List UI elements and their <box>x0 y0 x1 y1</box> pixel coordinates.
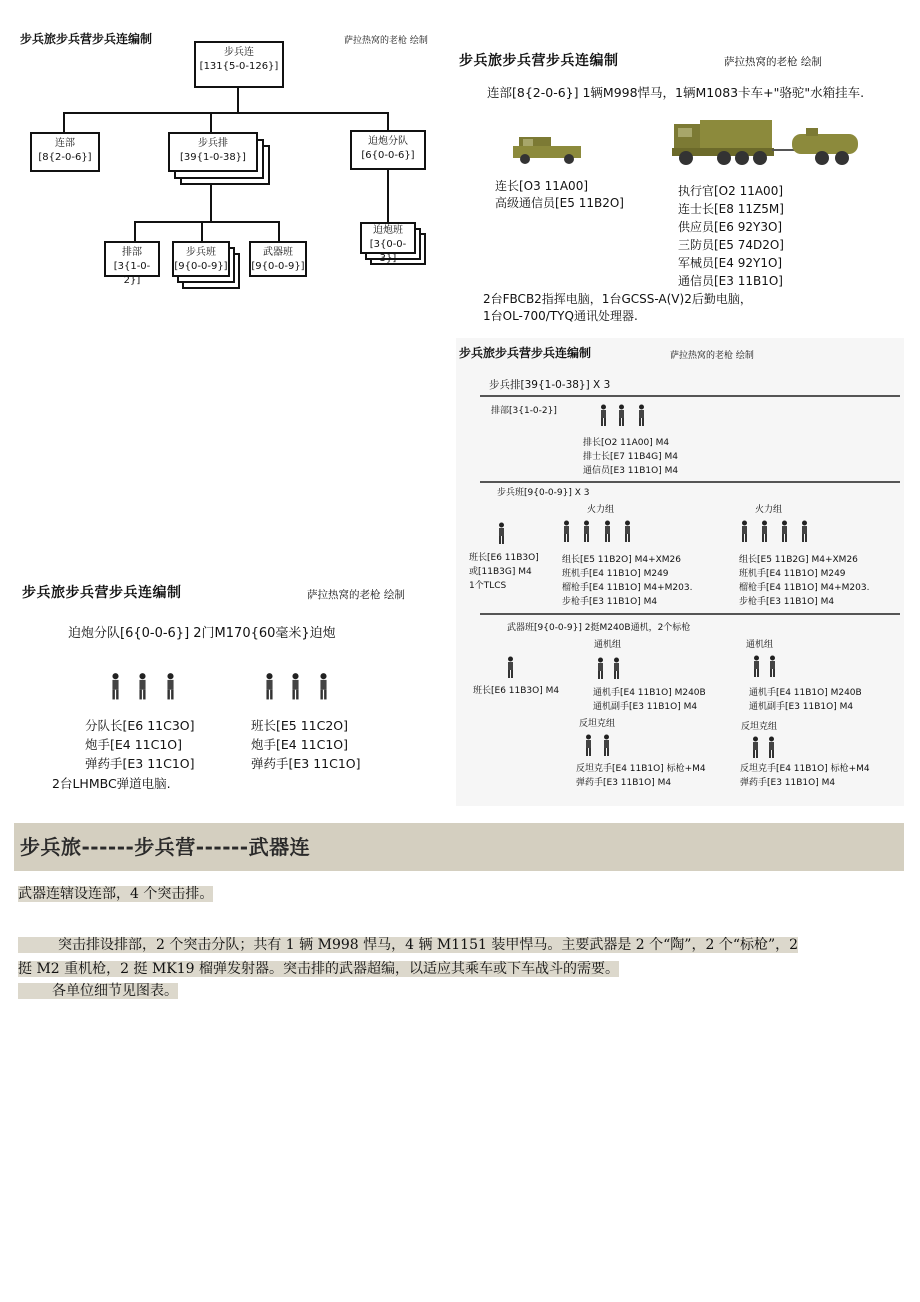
weapons-squad-leader: 班长[E6 11B3O] M4 <box>473 686 560 696</box>
connector <box>237 88 239 112</box>
company-code: [131{5-0-126}] <box>199 61 279 72</box>
roster-line: 组长[E5 11B2O] M4+XM26 <box>562 555 682 565</box>
mortar-name: 迫炮分队 <box>368 136 408 147</box>
soldier-icon <box>768 655 777 677</box>
mortar-box <box>350 130 426 170</box>
mortar-squad-name: 迫炮班 <box>373 225 403 236</box>
hq-code: [8{2-0-6}] <box>38 152 92 163</box>
fire-team-a-label: 火力组 <box>587 505 615 515</box>
connector <box>278 221 280 241</box>
roster-line: 弹药手[E3 11B1O] M4 <box>740 778 836 788</box>
roster-line: 三防员[E5 74D2O] <box>678 238 784 252</box>
roster-line: 炮手[E4 11C1O] <box>85 737 183 752</box>
roster-line: 榴枪手[E4 11B1O] M4+M203. <box>562 583 693 593</box>
soldier-icon <box>506 656 515 678</box>
at-team-b-roster <box>740 762 870 790</box>
section-heading-band <box>14 823 904 871</box>
platoon-box <box>168 132 258 172</box>
gpmg-team-a-label: 通机组 <box>594 640 622 650</box>
platoon-name: 步兵排 <box>198 138 228 149</box>
equipment-line: 1台OL-700/TYQ通讯处理器. <box>483 309 638 323</box>
soldier-icon <box>760 520 769 542</box>
weapons-squad-box <box>249 241 307 277</box>
soldier-icon <box>740 520 749 542</box>
paragraph-1 <box>18 883 213 903</box>
org-chart-title: 步兵旅步兵营步兵连编制 <box>20 32 153 46</box>
company-box <box>194 41 284 88</box>
paragraph-2-line-2: 挺 M2 重机枪，2 挺 MK19 榴弹发射器。突击排的武器超编，以适应其乘车或下车战斗的需要。 <box>18 961 620 977</box>
roster-line: 执行官[O2 11A00] <box>678 184 784 198</box>
weapons-squad-name: 武器班 <box>263 247 293 258</box>
platoon-hq-roster <box>583 436 678 478</box>
connector <box>63 112 65 132</box>
roster-line: 炮手[E4 11C1O] <box>251 737 349 752</box>
soldier-icon <box>617 404 626 426</box>
roster-line: 班机手[E4 11B1O] M249 <box>739 569 846 579</box>
soldier-icon <box>599 404 608 426</box>
platoon-hq-box <box>104 241 160 286</box>
roster-line: 班长[E6 11B3O] <box>469 553 539 563</box>
soldier-icon <box>800 520 809 542</box>
roster-line: 通信员[E3 11B1O] M4 <box>583 466 679 476</box>
soldier-icon <box>602 734 611 756</box>
platoon-panel-author: 萨拉热窝的老枪 绘制 <box>670 351 754 361</box>
roster-line: 通信员[E3 11B1O] <box>678 274 783 288</box>
soldier-icon <box>582 520 591 542</box>
squad-line: 步兵班[9{0-0-9}] X 3 <box>497 488 590 498</box>
roster-line: 步枪手[E3 11B1O] M4 <box>562 597 658 607</box>
soldier-icon <box>751 736 760 758</box>
roster-line: 1个TLCS <box>469 581 507 591</box>
platoon-code: [39{1-0-38}] <box>180 152 246 163</box>
soldier-icon <box>137 668 148 704</box>
roster-line: 班机手[E4 11B1O] M249 <box>562 569 669 579</box>
at-team-a-roster <box>576 762 706 790</box>
separator <box>480 481 900 483</box>
soldier-icon <box>165 668 176 704</box>
hq-box <box>30 132 100 172</box>
soldier-icon <box>110 668 121 704</box>
connector <box>210 112 212 132</box>
roster-line: 反坦克手[E4 11B1O] 标枪+M4 <box>740 764 870 774</box>
fire-team-a-roster <box>562 553 692 609</box>
fire-team-b-roster <box>739 553 869 609</box>
roster-line: 供应员[E6 92Y3O] <box>678 220 783 234</box>
section-heading: 步兵旅------步兵营------武器连 <box>20 835 311 859</box>
platoon-hq-label: 排部[3{1-0-2}] <box>491 406 557 416</box>
hq-name: 连部 <box>55 138 75 149</box>
soldier-icon <box>780 520 789 542</box>
platoon-hq-name: 排部 <box>122 247 142 258</box>
at-team-a-label: 反坦克组 <box>579 719 616 729</box>
roster-line: 弹药手[E3 11B1O] M4 <box>576 778 672 788</box>
mortar-panel-author: 萨拉热窝的老枪 绘制 <box>307 589 405 601</box>
roster-line: 军械员[E4 92Y1O] <box>678 256 783 270</box>
paragraph-1-text: 武器连辖设连部，4 个突击排。 <box>18 886 214 902</box>
mortar-code: [6{0-0-6}] <box>361 150 415 161</box>
roster-line: 反坦克手[E4 11B1O] 标枪+M4 <box>576 764 706 774</box>
paragraph-2-line-1: 突击排设排部，2 个突击分队；共有 1 辆 M998 悍马，4 辆 M1151 装甲悍马。主要武器是 2 个“陶”，2 个“标枪”，2 <box>58 937 799 953</box>
roster-line: 通机手[E4 11B1O] M240B <box>749 688 862 698</box>
roster-line: 弹药手[E3 11C1O] <box>251 756 361 771</box>
gpmg-team-b-label: 通机组 <box>746 640 774 650</box>
mortar-summary: 迫炮分队[6{0-0-6}] 2门M170{60毫米}迫炮 <box>68 626 336 641</box>
soldier-icon <box>767 736 776 758</box>
hq-left-roster <box>495 178 624 212</box>
platoon-line: 步兵排[39{1-0-38}] X 3 <box>489 379 611 391</box>
company-name: 步兵连 <box>224 47 254 58</box>
roster-line: 高级通信员[E5 11B2O] <box>495 196 624 210</box>
mortar-note: 2台LHMBC弹道电脑. <box>52 776 171 791</box>
soldier-icon <box>637 404 646 426</box>
separator <box>480 613 900 615</box>
hq-right-roster <box>678 182 784 290</box>
squad-name: 步兵班 <box>186 247 216 258</box>
at-team-b-label: 反坦克组 <box>741 722 778 732</box>
separator <box>480 395 900 397</box>
mortar-squad-code: [3{0-0-3}] <box>369 239 407 264</box>
roster-line: 或[11B3G] M4 <box>469 567 532 577</box>
hq-equipment <box>483 291 752 325</box>
roster-line: 榴枪手[E4 11B1O] M4+M203. <box>739 583 870 593</box>
humvee-icon <box>511 136 585 166</box>
squad-box <box>172 241 230 277</box>
mortar-squad-box <box>360 222 416 264</box>
mortar-right-roster <box>251 716 361 773</box>
soldier-icon <box>596 657 605 679</box>
hq-panel-title: 步兵旅步兵营步兵连编制 <box>459 53 619 69</box>
gpmg-team-a-roster <box>593 686 706 714</box>
roster-line: 连士长[E8 11Z5M] <box>678 202 784 216</box>
soldier-icon <box>612 657 621 679</box>
connector <box>387 170 389 222</box>
connector <box>201 221 203 241</box>
squad-code: [9{0-0-9}] <box>174 261 228 272</box>
squad-leader-info <box>469 551 539 593</box>
soldier-icon <box>584 734 593 756</box>
soldier-icon <box>318 668 329 704</box>
platoon-panel-title: 步兵旅步兵营步兵连编制 <box>459 346 592 360</box>
weapons-squad-line: 武器班[9{0-0-9}] 2挺M240B通机，2个标枪 <box>507 623 691 633</box>
org-chart-author: 萨拉热窝的老枪 绘制 <box>344 36 428 46</box>
connector <box>63 112 388 114</box>
soldier-icon <box>497 522 506 544</box>
roster-line: 弹药手[E3 11C1O] <box>85 756 195 771</box>
weapons-squad-code: [9{0-0-9}] <box>251 261 305 272</box>
roster-line: 组长[E5 11B2G] M4+XM26 <box>739 555 858 565</box>
roster-line: 通机副手[E3 11B1O] M4 <box>593 702 698 712</box>
roster-line: 排士长[E7 11B4G] M4 <box>583 452 678 462</box>
connector <box>387 112 389 132</box>
mortar-left-roster <box>85 716 195 773</box>
soldier-icon <box>290 668 301 704</box>
equipment-line: 2台FBCB2指挥电脑，1台GCSS-A(V)2后勤电脑， <box>483 292 752 306</box>
fire-team-b-label: 火力组 <box>755 505 783 515</box>
roster-line: 通机手[E4 11B1O] M240B <box>593 688 706 698</box>
paragraph-3 <box>18 980 178 1000</box>
hq-panel-author: 萨拉热窝的老枪 绘制 <box>724 56 822 68</box>
roster-line: 连长[O3 11A00] <box>495 179 589 193</box>
roster-line: 班长[E5 11C2O] <box>251 718 349 733</box>
roster-line: 步枪手[E3 11B1O] M4 <box>739 597 835 607</box>
mortar-panel-title: 步兵旅步兵营步兵连编制 <box>22 585 182 601</box>
roster-line: 通机副手[E3 11B1O] M4 <box>749 702 854 712</box>
hq-summary: 连部[8{2-0-6}] 1辆M998悍马，1辆M1083卡车+"骆驼"水箱挂车. <box>487 85 865 100</box>
soldier-icon <box>752 655 761 677</box>
connector <box>134 221 279 223</box>
truck-trailer-icon <box>672 118 868 168</box>
roster-line: 分队长[E6 11C3O] <box>85 718 195 733</box>
paragraph-3-text: 各单位细节见图表。 <box>52 983 178 999</box>
platoon-hq-code: [3{1-0-2}] <box>113 261 151 286</box>
soldier-icon <box>562 520 571 542</box>
soldier-icon <box>623 520 632 542</box>
paragraph-2 <box>18 933 904 981</box>
roster-line: 排长[O2 11A00] M4 <box>583 438 670 448</box>
gpmg-team-b-roster <box>749 686 862 714</box>
soldier-icon <box>264 668 275 704</box>
connector <box>134 221 136 241</box>
soldier-icon <box>603 520 612 542</box>
